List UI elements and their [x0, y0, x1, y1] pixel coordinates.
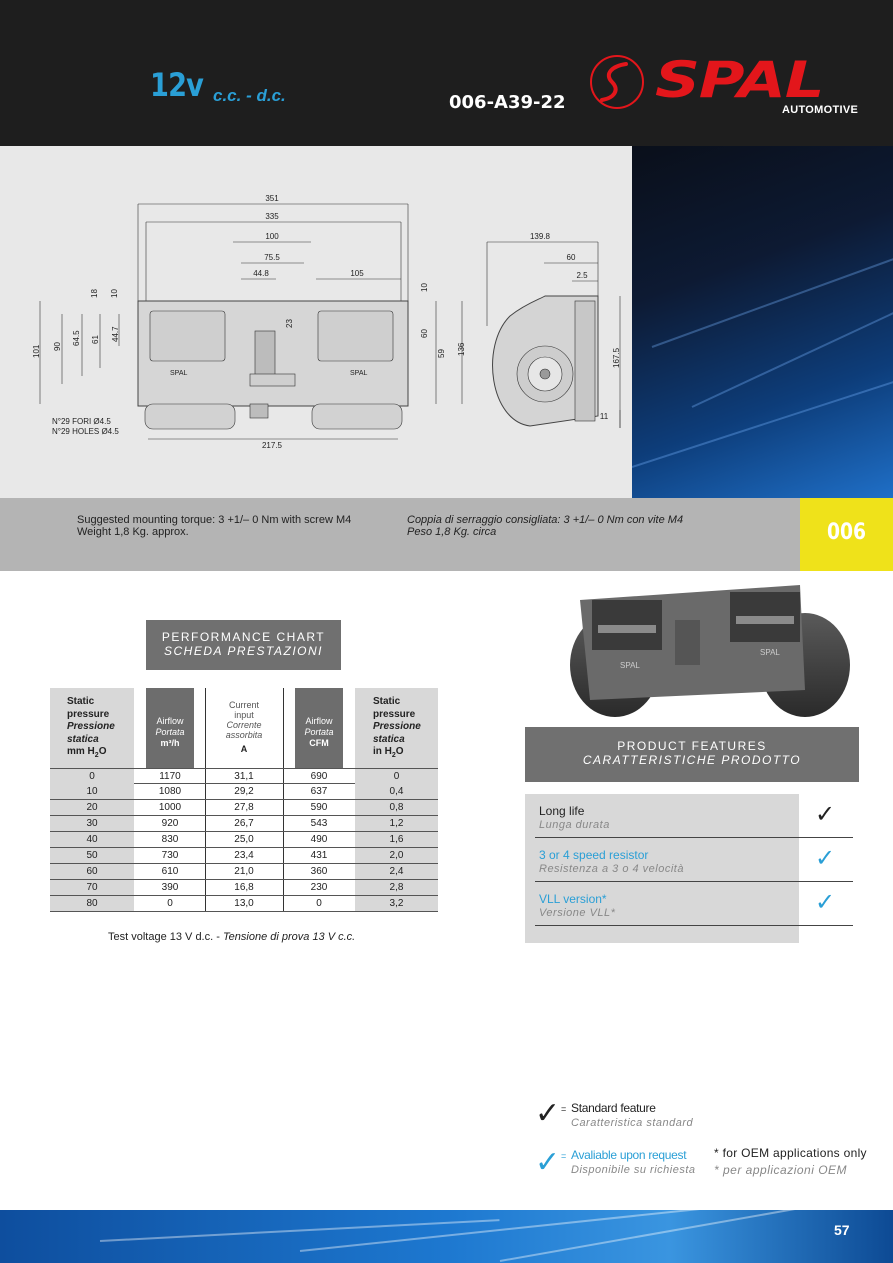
- table-cell: 543: [310, 818, 328, 829]
- table-cell: 490: [310, 834, 328, 845]
- torque-it: Coppia di serraggio consigliata: 3 +1/– 0 Nm con vite M4: [407, 514, 684, 526]
- performance-rows: [50, 768, 438, 912]
- dim-136: 136: [457, 342, 466, 356]
- header-airflow-m3h: Airflow Portata m³/h: [146, 688, 194, 768]
- table-cell: 23,4: [234, 850, 254, 861]
- table-cell: 590: [310, 802, 328, 813]
- dim-75-5: 75.5: [264, 253, 280, 262]
- legend-available-en: Avaliable upon request: [571, 1148, 687, 1162]
- table-cell: 70: [50, 880, 134, 895]
- table-cell: 50: [50, 848, 134, 863]
- legend-equals: =: [561, 1151, 567, 1161]
- table-row: [50, 848, 438, 864]
- dim-90: 90: [53, 342, 62, 351]
- table-row: [50, 768, 438, 784]
- table-cell: 40: [50, 832, 134, 847]
- feature-speed-resistor: 3 or 4 speed resistor Resistenza a 3 o 4 velocità ✓: [535, 838, 853, 882]
- header-static-pressure-in: Static pressure Pressione statica in $H_2O$: [355, 688, 438, 768]
- table-cell: 21,0: [234, 866, 254, 877]
- weight-it: Peso 1,8 Kg. circa: [407, 526, 497, 538]
- dim-217-5: 217.5: [261, 441, 283, 450]
- logo-subtitle: AUTOMOTIVE: [782, 104, 859, 116]
- table-cell: 830: [161, 834, 179, 845]
- page-number: 57: [834, 1222, 850, 1238]
- dim-2-5: 2.5: [576, 271, 588, 280]
- table-row: [50, 800, 438, 816]
- header-current-input: Current input Corrente assorbita A: [205, 688, 283, 768]
- model-code: 006-A39-22: [449, 92, 566, 113]
- table-cell: 690: [310, 771, 328, 782]
- table-row: [50, 832, 438, 848]
- weight-en: Weight 1,8 Kg. approx.: [77, 526, 189, 538]
- feature-vll-version: VLL version* Versione VLL* ✓: [535, 882, 853, 926]
- table-cell: 26,7: [234, 818, 254, 829]
- voltage-label: 12v: [150, 66, 204, 104]
- table-cell: 31,1: [234, 771, 254, 782]
- oem-note-it: * per applicazioni OEM: [714, 1163, 848, 1177]
- standard-legend-check-icon: ✓: [535, 1097, 561, 1130]
- available-check-icon: ✓: [815, 845, 836, 872]
- table-cell: 390: [161, 882, 179, 893]
- holes-note-en: N°29 HOLES Ø4.5: [52, 427, 119, 436]
- technical-drawing: [0, 146, 632, 498]
- technical-drawing-panel: [0, 146, 632, 498]
- dim-60-side: 60: [566, 253, 576, 262]
- spal-logo-text: SPAL: [655, 51, 824, 109]
- decorative-blue-panel: [632, 146, 893, 498]
- table-cell: 0: [316, 898, 322, 909]
- product-brand-right: SPAL: [760, 648, 780, 657]
- table-cell: 0: [167, 898, 173, 909]
- dim-10-left: 10: [110, 289, 119, 298]
- dim-100: 100: [265, 232, 279, 241]
- table-cell: 0,8: [355, 800, 438, 815]
- feature-long-life: Long life Lunga durata ✓: [535, 794, 853, 838]
- features-title-it: CARATTERISTICHE PRODOTTO: [582, 753, 802, 767]
- table-row: [50, 880, 438, 896]
- standard-check-icon: ✓: [815, 801, 836, 828]
- table-cell: 610: [161, 866, 179, 877]
- dim-335: 335: [265, 212, 279, 221]
- table-cell: 230: [310, 882, 328, 893]
- dim-101: 101: [32, 344, 41, 358]
- table-cell: 30: [50, 816, 134, 831]
- table-cell: 13,0: [234, 898, 254, 909]
- legend-standard-it: Caratteristica standard: [571, 1117, 694, 1129]
- dim-59: 59: [437, 349, 446, 358]
- table-cell: 1,2: [355, 816, 438, 831]
- header-static-pressure-mm: Static pressure Pressione statica mm $H_2O$: [50, 688, 134, 768]
- table-cell: 0: [50, 769, 134, 784]
- family-code-box: [800, 498, 893, 571]
- available-check-icon: ✓: [815, 889, 836, 916]
- table-cell: 2,4: [355, 864, 438, 879]
- table-cell: 1080: [158, 786, 182, 797]
- dim-60: 60: [420, 329, 429, 338]
- dim-139-8: 139.8: [529, 232, 551, 241]
- table-cell: 1000: [158, 802, 182, 813]
- dim-18: 18: [90, 289, 99, 298]
- product-features-title: [525, 727, 859, 782]
- oem-note-en: * for OEM applications only: [714, 1146, 867, 1160]
- table-cell: 0,4: [355, 784, 438, 799]
- legend-standard-en: Standard feature: [571, 1101, 656, 1115]
- family-code: 006: [826, 520, 867, 545]
- table-cell: 10: [50, 784, 134, 799]
- table-row: [50, 864, 438, 880]
- dim-11: 11: [599, 412, 609, 421]
- legend-equals: =: [561, 1104, 567, 1114]
- table-cell: 431: [310, 850, 328, 861]
- table-cell: 20: [50, 800, 134, 815]
- table-cell: 2,0: [355, 848, 438, 863]
- table-cell: 637: [310, 786, 328, 797]
- spal-swirl-logo-icon: [584, 52, 650, 112]
- table-cell: 1,6: [355, 832, 438, 847]
- dim-10-right: 10: [420, 283, 429, 292]
- performance-title-it: SCHEDA PRESTAZIONI: [163, 644, 324, 658]
- available-legend-check-icon: ✓: [535, 1146, 561, 1179]
- dim-351: 351: [265, 194, 279, 203]
- torque-en: Suggested mounting torque: 3 +1/– 0 Nm with screw M4: [77, 514, 352, 526]
- dim-44-8: 44.8: [253, 269, 269, 278]
- table-cell: 16,8: [234, 882, 254, 893]
- table-row: [50, 784, 438, 800]
- table-cell: 3,2: [355, 896, 438, 911]
- table-cell: 0: [355, 769, 438, 784]
- test-voltage-note: Test voltage 13 V d.c. - Tensione di prova 13 V c.c.: [108, 931, 356, 943]
- dim-44-7: 44.7: [111, 326, 120, 342]
- table-cell: 360: [310, 866, 328, 877]
- table-cell: 60: [50, 864, 134, 879]
- table-cell: 730: [161, 850, 179, 861]
- dim-105: 105: [350, 269, 364, 278]
- blower-product-image: [560, 580, 860, 720]
- holes-note-it: N°29 FORI Ø4.5: [52, 417, 111, 426]
- dim-23: 23: [285, 319, 294, 328]
- footer-bar: [0, 1210, 893, 1263]
- header-airflow-cfm: Airflow Portata CFM: [295, 688, 343, 768]
- performance-title-en: PERFORMANCE CHART: [161, 630, 326, 644]
- dim-64-5: 64.5: [72, 330, 81, 346]
- table-cell: 29,2: [234, 786, 254, 797]
- current-type-label: c.c. - d.c.: [213, 86, 286, 105]
- table-cell: 27,8: [234, 802, 254, 813]
- drawing-brand-right: SPAL: [350, 370, 368, 377]
- info-italian: [407, 514, 683, 538]
- dim-167-5: 167.5: [612, 347, 621, 368]
- features-title-en: PRODUCT FEATURES: [617, 739, 767, 753]
- product-brand-left: SPAL: [620, 661, 640, 670]
- table-row: [50, 816, 438, 832]
- info-english: [77, 514, 351, 538]
- table-cell: 2,8: [355, 880, 438, 895]
- mounting-info-bar: [0, 498, 800, 571]
- legend-available-it: Disponibile su richiesta: [571, 1164, 696, 1176]
- table-cell: 25,0: [234, 834, 254, 845]
- table-cell: 80: [50, 896, 134, 911]
- dim-61: 61: [91, 335, 100, 344]
- table-cell: 920: [161, 818, 179, 829]
- table-row: [50, 896, 438, 912]
- performance-chart-title: [146, 620, 341, 670]
- drawing-brand-left: SPAL: [170, 370, 188, 377]
- table-cell: 1170: [159, 771, 181, 782]
